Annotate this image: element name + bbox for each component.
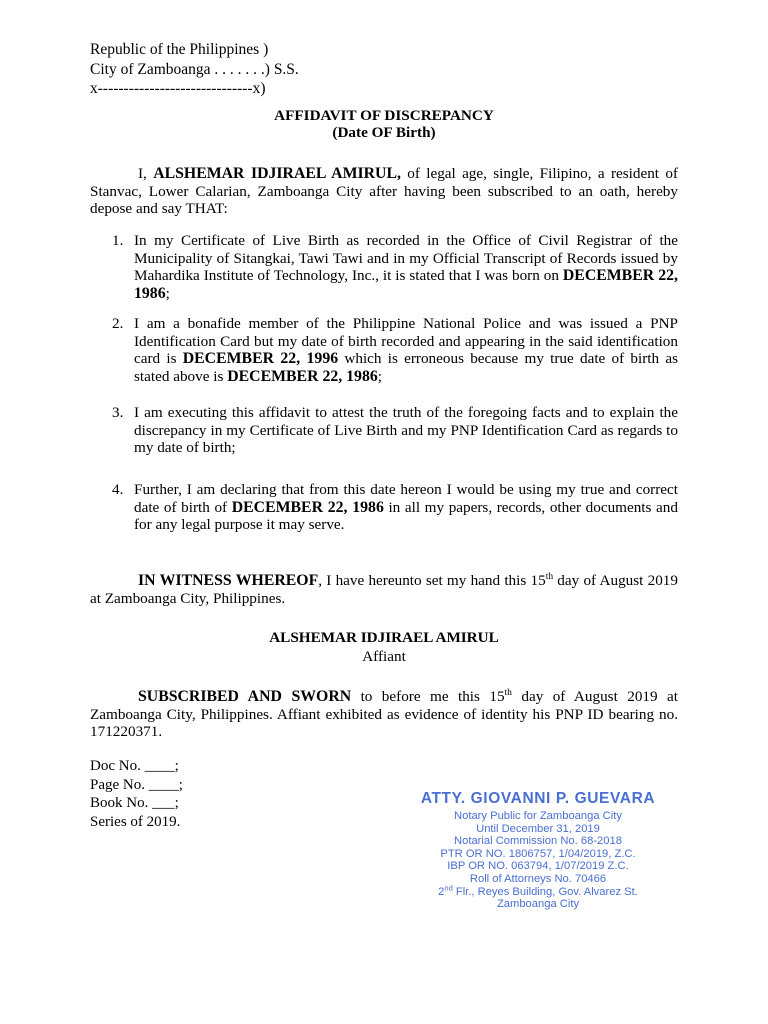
title-sub: (Date OF Birth) (332, 124, 436, 141)
item-text: I am executing this affidavit to attest the truth of the foregoing facts and to explain the discrepancy in my Certificate of Live Birth and my PNP Identification Card as regards to my date of birth; (134, 404, 678, 456)
item-text: Further, I am declaring that from this date hereon I would be using my true and correct date of birth of (134, 481, 678, 516)
subscribed-text: day of August 2019 at Zamboanga City, Philippines. Affiant exhibited as evidence of identity his PNP ID bearing no. 171220371. (90, 688, 678, 740)
witness-text: , I have hereunto set my hand this 15 (318, 572, 546, 589)
witness-sup: th (545, 571, 554, 582)
book-number: Book No. ___; (90, 795, 179, 811)
witness-paragraph (90, 572, 678, 607)
item-text: ; (377, 367, 382, 385)
address-floor-sup: nd (444, 882, 453, 892)
address-floor-num: 2 (438, 885, 445, 898)
series-year: Series of 2019. (90, 813, 181, 830)
affiant-name: ALSHEMAR IDJIRAEL AMIRUL (269, 629, 499, 646)
venue-caption (90, 40, 299, 99)
title-main: AFFIDAVIT OF DISCREPANCY (274, 107, 494, 124)
witness-text: day of August 2019 at Zamboanga City, Philippines. (90, 572, 678, 607)
page-number: Page No. ____; (90, 776, 183, 793)
notary-stamp (363, 789, 713, 911)
item-text: which is erroneous because my true date of birth as stated above is (134, 350, 678, 385)
document-title (0, 107, 768, 141)
intro-paragraph (90, 165, 678, 218)
item-bold-date: DECEMBER 22, 1986 (227, 367, 378, 385)
address-text: Flr., Reyes Building, Gov. Alvarez St. (452, 885, 638, 898)
intro-prefix: I, (138, 165, 154, 182)
subscribed-sup: th (504, 687, 512, 698)
item-text: I am a bonafide member of the Philippine National Police and was issued a PNP Identification Card but my date of birth recorded and appearing in the said identification card is (134, 315, 678, 367)
list-number: 4. (112, 481, 124, 498)
list-item-2 (112, 315, 678, 385)
notary-title: Notary Public for Zamboanga City (454, 810, 622, 822)
notary-roll: Roll of Attorneys No. 70466 (469, 872, 607, 885)
list-number: 3. (112, 404, 124, 421)
item-text: ; (165, 284, 170, 302)
doc-info-block (90, 757, 183, 831)
notary-name: ATTY. GIOVANNI P. GUEVARA (420, 790, 656, 807)
list-number: 1. (112, 232, 124, 249)
caption-republic: Republic of the Philippines ) (90, 41, 269, 58)
item-text: In my Certificate of Live Birth as recorded in the Office of Civil Registrar of the Municipality of Sitangkai, Tawi Tawi and in my Official Transcript of Records issued by Mahardika Institute of Technology, Inc., it is stated that I was born on (134, 232, 678, 284)
notary-city: Zamboanga City (496, 898, 580, 911)
witness-bold: IN WITNESS WHEREOF (138, 572, 319, 589)
subscribed-bold: SUBSCRIBED AND SWORN (138, 688, 352, 705)
caption-city: City of Zamboanga . . . . . . .) S.S. (90, 60, 299, 78)
list-item-3 (112, 404, 678, 457)
item-bold-date: DECEMBER 22, 1996 (182, 350, 339, 367)
intro-name: ALSHEMAR IDJIRAEL AMIRUL, (153, 165, 401, 182)
item-bold-date: DECEMBER 22, 1986 (231, 498, 384, 516)
doc-number: Doc No. ____; (90, 758, 179, 774)
notary-commission: Notarial Commission No. 68-2018 (454, 835, 622, 848)
affiant-role: Affiant (362, 648, 406, 665)
intro-text: of legal age, single, Filipino, a resident of Stanvac, Lower Calarian, Zamboanga City after having been subscribed to an oath, hereby depose and say THAT: (90, 165, 678, 217)
list-item-4 (112, 481, 678, 534)
item-bold-date: DECEMBER 22, 1986 (134, 267, 678, 302)
subscribed-paragraph (90, 688, 678, 741)
list-number: 2. (112, 315, 124, 332)
item-text: in all my papers, records, other documents and for any legal purpose it may serve. (134, 498, 678, 533)
notary-ibp: IBP OR NO. 063794, 1/07/2019 Z.C. (447, 860, 629, 873)
subscribed-text: to before me this 15 (351, 688, 505, 705)
list-item-1 (112, 232, 678, 302)
caption-divider: x------------------------------x) (90, 80, 266, 97)
notary-ptr: PTR OR NO. 1806757, 1/04/2019, Z.C. (440, 847, 636, 860)
notary-address (363, 882, 713, 899)
notary-validity: Until December 31, 2019 (476, 822, 600, 835)
